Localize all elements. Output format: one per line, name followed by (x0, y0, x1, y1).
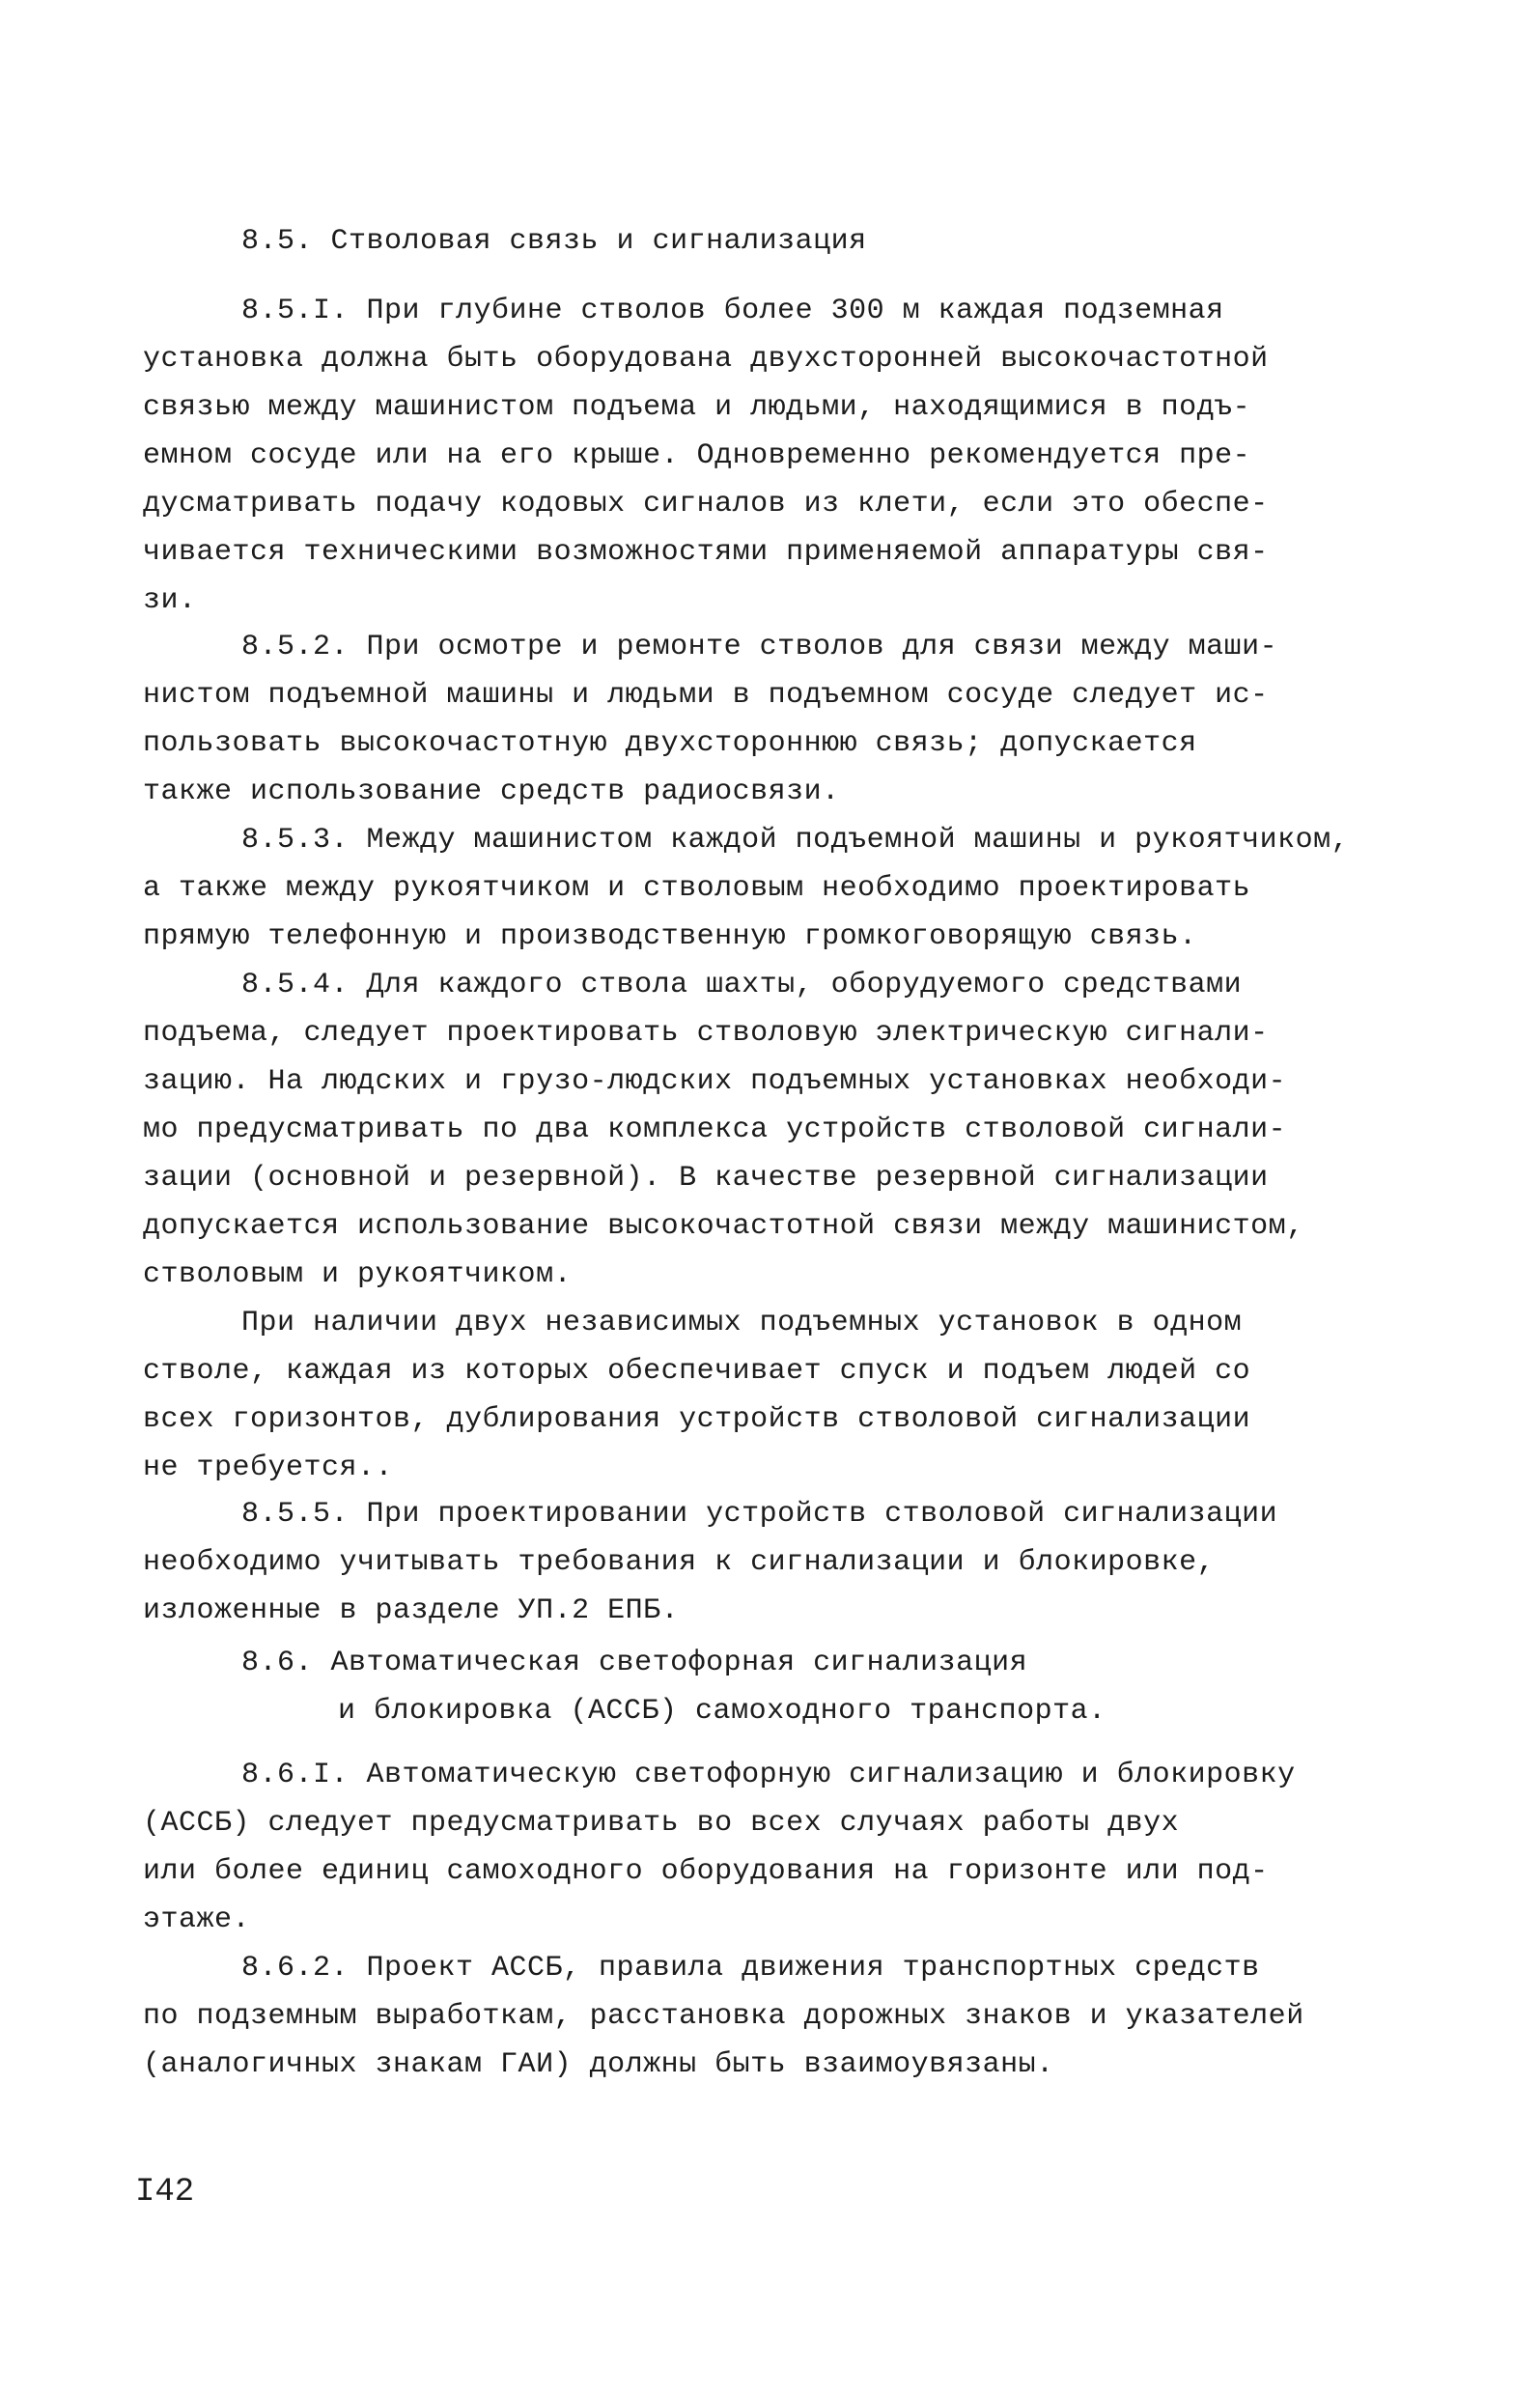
paragraph-line: изложенные в разделе УП.2 ЕПБ. (143, 1594, 680, 1627)
page-number: I42 (135, 2174, 195, 2211)
paragraph-line: емном сосуде или на его крыше. Одновременно рекомендуется пре- (143, 439, 1251, 472)
paragraph-line: установка должна быть оборудована двухсторонней высокочастотной (143, 343, 1269, 376)
paragraph-line: или более единиц самоходного оборудования на горизонте или под- (143, 1855, 1269, 1888)
paragraph-line: зации (основной и резервной). В качестве резервной сигнализации (143, 1162, 1269, 1195)
paragraph-line: зацию. На людских и грузо-людских подъемных установках необходи- (143, 1065, 1287, 1098)
paragraph-line: прямую телефонную и производственную громкоговорящую связь. (143, 920, 1197, 953)
paragraph-line: дусматривать подачу кодовых сигналов из клети, если это обеспе- (143, 488, 1269, 521)
paragraph-line: 8.5.3. Между машинистом каждой подъемной машины и рукоятчиком, (241, 824, 1350, 857)
paragraph-line: (АССБ) следует предусматривать во всех случаях работы двух (143, 1807, 1180, 1840)
paragraph-line: стволе, каждая из которых обеспечивает спуск и подъем людей со (143, 1355, 1251, 1388)
paragraph-line: зи. (143, 584, 197, 617)
paragraph-line: 8.5.5. При проектировании устройств стволовой сигнализации (241, 1498, 1278, 1531)
section-heading-8-5: 8.5. Стволовая связь и сигнализация (241, 225, 867, 258)
paragraph-line: пользовать высокочастотную двухстороннюю связь; допускается (143, 727, 1197, 760)
section-heading-8-6: 8.6. Автоматическая светофорная сигнализация (241, 1647, 1028, 1679)
paragraph-line: мо предусматривать по два комплекса устройств стволовой сигнали- (143, 1113, 1287, 1146)
paragraph-line: подъема, следует проектировать стволовую электрическую сигнали- (143, 1017, 1269, 1050)
paragraph-line: 8.5.2. При осмотре и ремонте стволов для связи между маши- (241, 631, 1278, 663)
paragraph-line: также использование средств радиосвязи. (143, 775, 840, 808)
paragraph-line: не требуется.. (143, 1451, 394, 1484)
section-heading-8-6-cont: и блокировка (АССБ) самоходного транспорта. (338, 1695, 1106, 1728)
paragraph-line: а также между рукоятчиком и стволовым необходимо проектировать (143, 872, 1251, 905)
paragraph-line: допускается использование высокочастотной связи между машинистом, (143, 1210, 1304, 1243)
paragraph-line: (аналогичных знакам ГАИ) должны быть взаимоувязаны. (143, 2048, 1054, 2081)
paragraph-line: нистом подъемной машины и людьми в подъемном сосуде следует ис- (143, 679, 1269, 712)
paragraph-line: 8.6.I. Автоматическую светофорную сигнализацию и блокировку (241, 1759, 1296, 1791)
paragraph-line: 8.6.2. Проект АССБ, правила движения транспортных средств (241, 1952, 1260, 1985)
paragraph-line: этаже. (143, 1903, 251, 1936)
paragraph-line: При наличии двух независимых подъемных установок в одном (241, 1307, 1243, 1339)
paragraph-line: необходимо учитывать требования к сигнализации и блокировке, (143, 1546, 1216, 1579)
paragraph-line: 8.5.4. Для каждого ствола шахты, оборудуемого средствами (241, 969, 1243, 1001)
paragraph-line: 8.5.I. При глубине стволов более 300 м каждая подземная (241, 295, 1224, 327)
paragraph-line: стволовым и рукоятчиком. (143, 1258, 573, 1291)
paragraph-line: по подземным выработкам, расстановка дорожных знаков и указателей (143, 2000, 1304, 2033)
paragraph-line: всех горизонтов, дублирования устройств стволовой сигнализации (143, 1403, 1251, 1436)
paragraph-line: чивается техническими возможностями применяемой аппаратуры свя- (143, 536, 1269, 569)
paragraph-line: связью между машинистом подъема и людьми, находящимися в подъ- (143, 391, 1251, 424)
